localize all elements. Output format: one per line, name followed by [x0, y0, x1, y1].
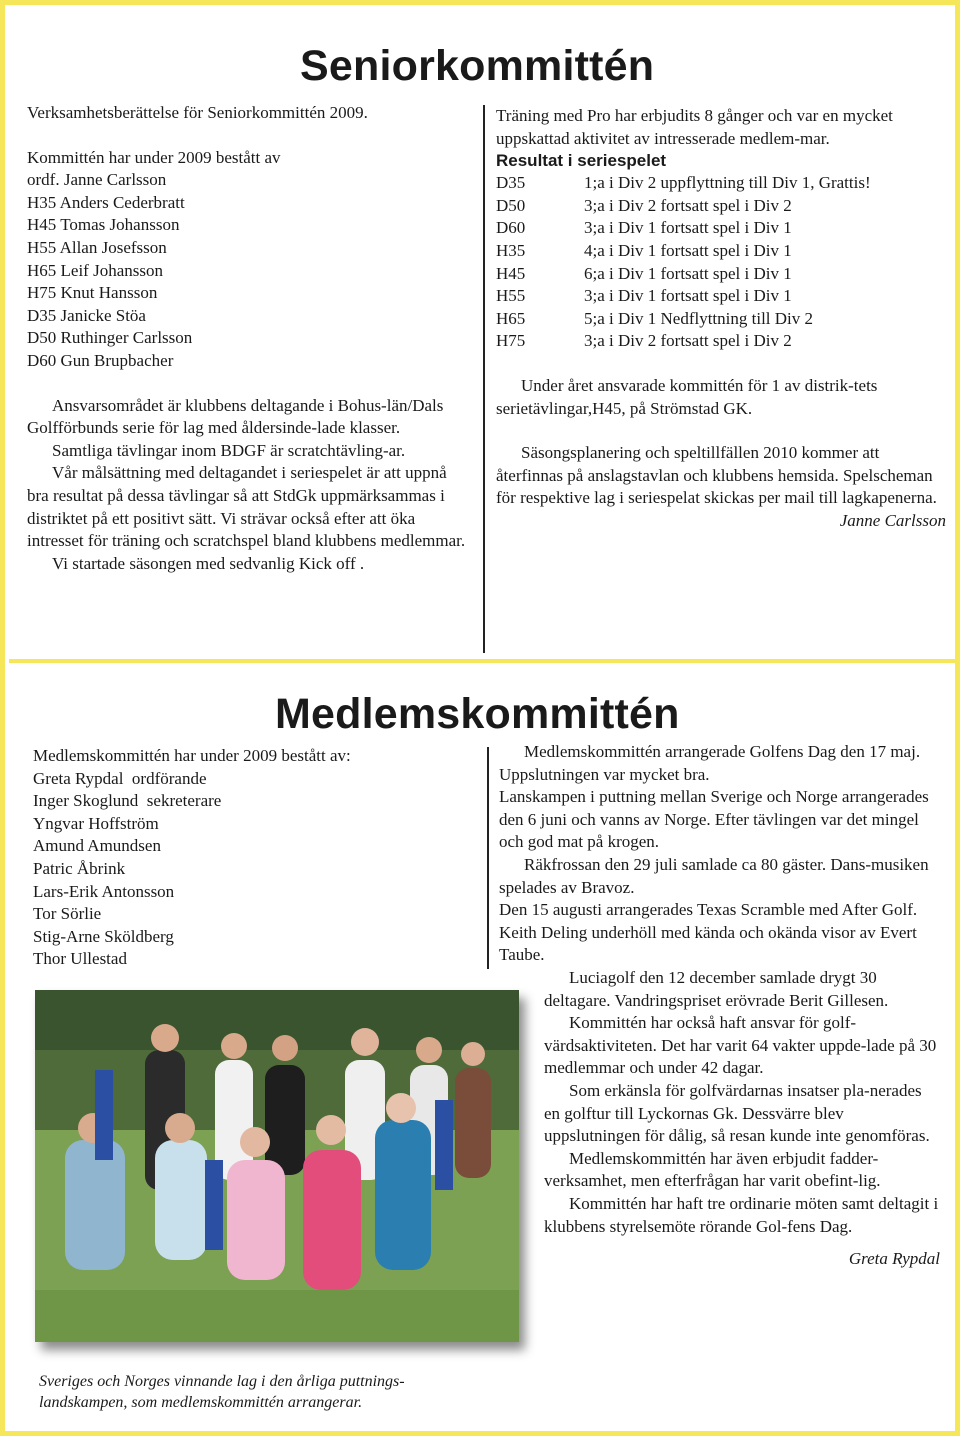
results-table — [496, 172, 871, 353]
result-text: 3;a i Div 2 fortsatt spel i Div 2 — [584, 331, 792, 351]
medlem-paragraph: Räkfrossan den 29 juli samlade ca 80 gäster. Dans-musiken spelades av Bravoz. — [499, 854, 929, 897]
senior-left-column — [27, 102, 467, 575]
table-row — [496, 240, 871, 263]
senior-member: D50 Ruthinger Carlsson — [27, 328, 193, 348]
medlem-paragraph: Som erkänsla för golfvärdarnas insatser pla-nerades en golftur till Lyckornas Gk. Dessvärre blev uppslutningen för dålig, så resan kunde inte genomföras. — [544, 1080, 930, 1146]
result-text: 6;a i Div 1 fortsatt spel i Div 1 — [584, 263, 792, 283]
table-row — [496, 195, 871, 218]
senior-member: H35 Anders Cederbratt — [27, 192, 185, 212]
medlem-paragraph: Den 15 augusti arrangerades Texas Scramble med After Golf. Keith Deling underhöll med kända och okända visor av Evert Taube. — [499, 900, 918, 965]
senior-paragraph: Samtliga tävlingar inom BDGF är scratchtävling-ar. — [52, 440, 406, 460]
medlem-members-heading: Medlemskommittén har under 2009 bestått av: — [33, 746, 351, 765]
medlem-paragraph: Medlemskommittén arrangerade Golfens Dag den 17 maj. Uppslutningen var mycket bra. — [499, 742, 921, 784]
table-row — [496, 308, 871, 331]
result-class: D50 — [496, 195, 526, 215]
result-class: D35 — [496, 173, 526, 193]
senior-members-heading: Kommittén har under 2009 bestått av — [27, 147, 281, 167]
table-row — [496, 217, 871, 240]
result-text: 1;a i Div 2 uppflyttning till Div 1, Grattis! — [584, 173, 871, 193]
medlem-member: Stig-Arne Sköldberg — [33, 926, 174, 946]
senior-paragraph: Vår målsättning med deltagandet i seriespelet är att uppnå bra resultat på dessa tävlingar så att StdGk uppmärksammas i distriktet på ett positivt sätt. Vi strävar också efter att öka intresset för träning och scratchspel bland klubbens medlemmar. — [27, 463, 466, 551]
medlem-left-column — [33, 745, 473, 971]
table-row — [496, 172, 871, 195]
medlem-member: Greta Rypdal ordförande — [33, 768, 207, 788]
training-text: Träning med Pro har erbjudits 8 gånger och var en mycket uppskattad aktivitet av intresserade medlem-mar. — [496, 106, 893, 148]
result-text: 3;a i Div 1 fortsatt spel i Div 1 — [584, 218, 792, 238]
medlem-paragraph: Kommittén har också haft ansvar för golf-värdsaktiviteten. Det har varit 64 vakter uppde-lade på 30 medlemmar och under 42 dagar. — [544, 1013, 937, 1078]
senior-member: H55 Allan Josefsson — [27, 237, 167, 257]
planning-text: Säsongsplanering och speltillfällen 2010 kommer att återfinnas på anslagstavlan och klubbens hemsida. Spelscheman för respektive lag i seriespelat skickas per mail till lagkapenerna. — [496, 443, 937, 508]
senior-member: H45 Tomas Johansson — [27, 215, 180, 235]
senior-title: Seniorkommittén — [300, 42, 655, 90]
medlem-member: Lars-Erik Antonsson — [33, 881, 175, 901]
medlem-title: Medlemskommittén — [275, 690, 680, 738]
team-photo-image — [35, 990, 519, 1342]
medlem-paragraph: Medlemskommittén har även erbjudit fadder-verksamhet, men efterfrågan har varit obefint-lig. — [544, 1148, 881, 1191]
medlem-right-column-top — [499, 741, 939, 967]
result-text: 4;a i Div 1 fortsatt spel i Div 1 — [584, 240, 792, 260]
result-class: H55 — [496, 286, 526, 306]
result-class: D60 — [496, 218, 526, 238]
senior-intro: Verksamhetsberättelse för Seniorkommittén 2009. — [27, 103, 368, 122]
result-text: 3;a i Div 2 fortsatt spel i Div 2 — [584, 195, 792, 215]
medlem-signature: Greta Rypdal — [848, 1249, 940, 1269]
medlem-member: Yngvar Hoffström — [33, 813, 159, 833]
table-row — [496, 285, 871, 308]
result-text: 3;a i Div 1 fortsatt spel i Div 1 — [584, 286, 792, 306]
medlem-member: Thor Ullestad — [33, 949, 127, 969]
result-class: H35 — [496, 240, 526, 260]
senior-paragraph: Vi startade säsongen med sedvanlig Kick off . — [52, 553, 365, 573]
result-class: H45 — [496, 263, 526, 283]
senior-paragraph: Ansvarsområdet är klubbens deltagande i Bohus-län/Dals Golfförbunds serie för lag med åldersinde-lade klasser. — [27, 395, 444, 438]
medlem-member: Inger Skoglund sekreterare — [33, 791, 222, 811]
medlem-paragraph: Lanskampen i puttning mellan Sverige och Norge arrangerades den 6 juni och vanns av Norge. Efter tävlingen var det mingel och god mat på krogen. — [499, 787, 929, 852]
table-row — [496, 330, 871, 353]
senior-member: H75 Knut Hansson — [27, 283, 158, 303]
photo-caption: Sveriges och Norges vinnande lag i den årliga puttnings-landskampen, som medlemskommittén arrangerar. — [39, 1373, 405, 1411]
senior-member: H65 Leif Johansson — [27, 260, 163, 280]
medlem-paragraph: Luciagolf den 12 december samlade drygt 30 deltagare. Vandringspriset erövrade Berit Gillesen. — [544, 968, 889, 1010]
medlem-member: Amund Amundsen — [33, 836, 161, 856]
team-photo — [35, 990, 519, 1342]
district-text: Under året ansvarade kommittén för 1 av distrik-tets serietävlingar,H45, på Strömstad GK. — [496, 375, 878, 418]
table-row — [496, 263, 871, 286]
senior-member: ordf. Janne Carlsson — [27, 170, 167, 190]
result-text: 5;a i Div 1 Nedflyttning till Div 2 — [584, 308, 814, 328]
medlem-member: Patric Åbrink — [33, 858, 126, 878]
medlem-paragraph: Kommittén har haft tre ordinarie möten samt deltagit i klubbens styrelsemöte rörande Gol-fens Dag. — [544, 1193, 939, 1236]
result-class: H65 — [496, 308, 526, 328]
medlem-right-column-bottom — [544, 967, 940, 1271]
column-divider — [487, 747, 489, 969]
medlem-member: Tor Sörlie — [33, 904, 102, 924]
result-class: H75 — [496, 331, 526, 351]
senior-member: D35 Janicke Stöa — [27, 305, 146, 325]
senior-member: D60 Gun Brupbacher — [27, 350, 174, 370]
column-divider — [483, 105, 485, 653]
results-heading: Resultat i seriespelet — [496, 151, 667, 171]
senior-signature: Janne Carlsson — [839, 510, 946, 530]
senior-right-column — [496, 105, 946, 533]
